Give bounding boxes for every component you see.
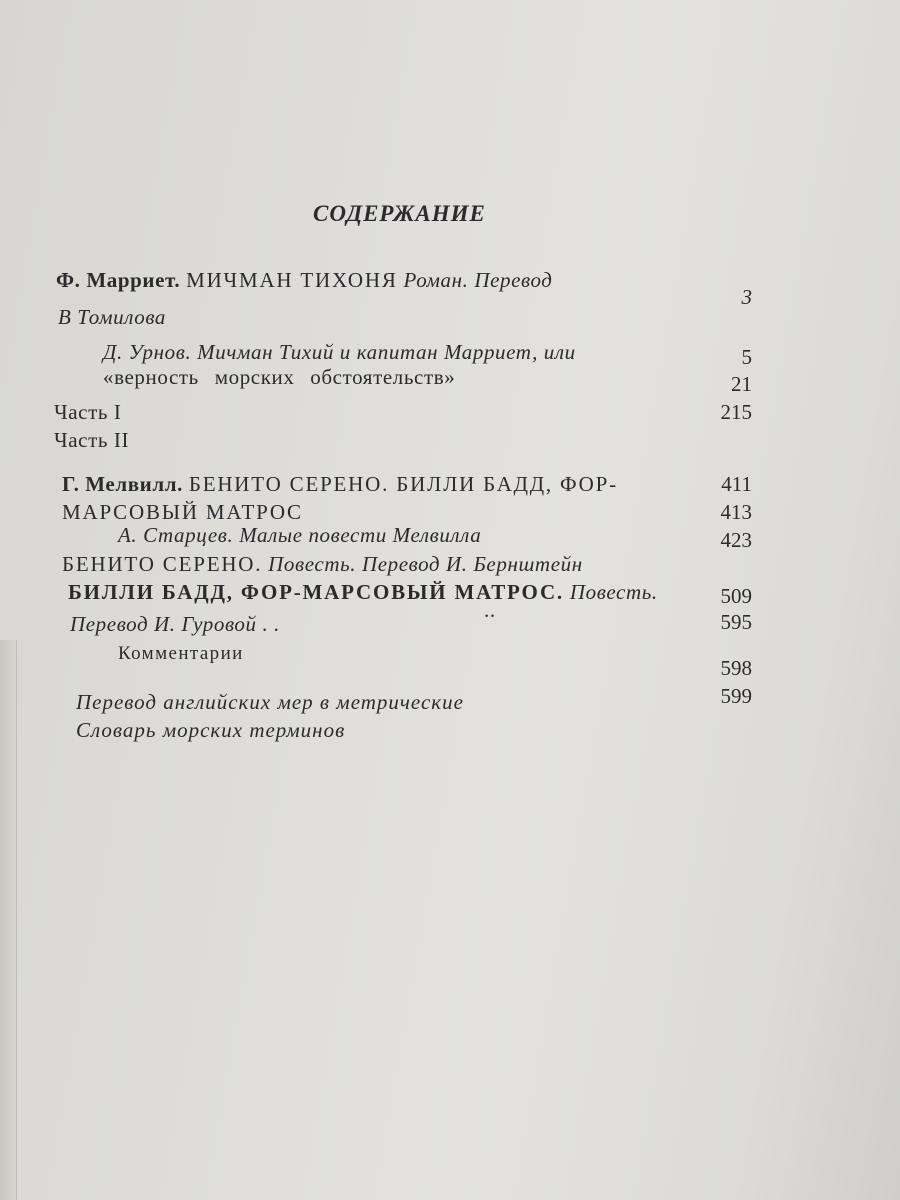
author-melville: Г. Мелвилл. [62,472,183,496]
billy-translator: Перевод И. Гуровой . . [70,612,281,636]
page-number: 215 [720,400,752,424]
comments: Комментарии [118,643,244,664]
work-genre: Роман. Перевод [403,268,553,292]
essay-urnov [103,340,576,365]
toc-entry-melville [62,472,618,497]
stray-dots: .. [484,598,496,622]
page-number: 598 [720,656,752,680]
entry-billy-budd [68,580,658,605]
works-title: БЕНИТО СЕРЕНО. БИЛЛИ БАДД, ФОР- [188,472,618,496]
part-one: Часть I [54,400,122,424]
page-number: 3 [741,285,752,309]
appendix-glossary: Словарь морских терминов [76,718,346,742]
toc-title: СОДЕРЖАНИЕ [313,201,486,226]
toc-entry-marryat [56,268,553,293]
page-number: 509 [720,584,752,608]
page-number: 595 [720,610,752,634]
entry-benito-cereno [62,552,583,577]
essay-urnov-cont: «верность морских обстоятельств» [103,365,456,389]
page-number: 413 [720,500,752,524]
page-number: 5 [741,345,752,369]
appendix-measures: Перевод английских мер в метрические [76,690,464,714]
benito-title: БЕНИТО СЕРЕНО. [62,552,263,576]
page-number: 411 [721,472,752,496]
billy-title: БИЛЛИ БАДД, ФОР-МАРСОВЫЙ МАТРОС. [68,580,564,604]
page-number: 599 [720,684,752,708]
work-title-midshipman: МИЧМАН ТИХОНЯ [186,268,398,292]
billy-desc: Повесть. [569,580,658,604]
page-number: 423 [720,528,752,552]
author-marryat: Ф. Марриет. [56,268,181,292]
page-number: 21 [731,372,752,396]
translator-tomilova: В Томилова [58,305,166,329]
essay-urnov-text: Д. Урнов. Мичман Тихий и капитан Марриет, или [103,340,576,364]
works-title-cont: МАРСОВЫЙ МАТРОС [62,500,303,524]
page-edge [0,640,17,1200]
benito-desc: Повесть. Перевод И. Бернштейн [268,552,583,576]
essay-startsev: А. Старцев. Малые повести Мелвилла [118,523,482,547]
part-two: Часть II [54,428,130,452]
